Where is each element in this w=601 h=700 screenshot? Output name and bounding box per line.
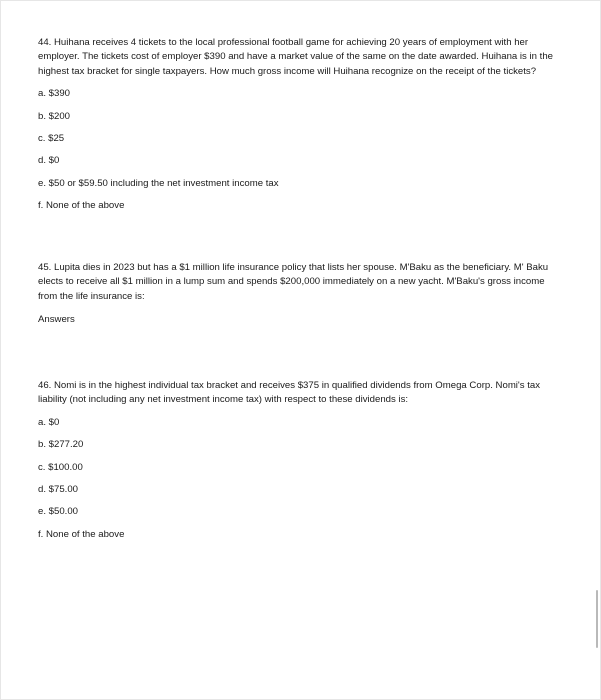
option-e[interactable]: e. $50 or $59.50 including the net investment income tax: [38, 177, 279, 189]
option-f[interactable]: f. None of the above: [38, 528, 125, 540]
question-45-text: 45. Lupita dies in 2023 but has a $1 million life insurance policy that lists her spouse. M'Baku as the beneficiary. M' Baku elects to receive all $1 million in a lump sum and spends $200,000 immediately on a new yacht. M'Baku's gross income from the life insurance is:: [38, 262, 549, 302]
question-44-options: [38, 87, 560, 221]
option-a[interactable]: a. $0: [38, 416, 60, 428]
option-c[interactable]: c. $100.00: [38, 461, 83, 473]
option-f[interactable]: f. None of the above: [38, 200, 125, 212]
option-b[interactable]: b. $200: [38, 110, 71, 122]
question-45: [38, 261, 560, 328]
question-46: [38, 379, 560, 550]
answers-label: Answers: [38, 314, 75, 326]
question-44-text: 44. Huihana receives 4 tickets to the local professional football game for achieving 20 years of employment with her employer. The tickets cost of employer $390 and have a market value of the same on the date awarded. Huihana is in the highest tax bracket for single taxpayers. How much gross income will Huihana recognize on the receipt of the tickets?: [38, 37, 553, 77]
question-46-text: 46. Nomi is in the highest individual tax bracket and receives $375 in qualified dividends from Omega Corp. Nomi's tax liability (not including any net investment income tax) with respect to these dividends is:: [38, 380, 541, 406]
question-46-options: [38, 416, 560, 550]
scrollbar-thumb[interactable]: [596, 590, 598, 648]
option-b[interactable]: b. $277.20: [38, 439, 84, 451]
option-d[interactable]: d. $75.00: [38, 483, 79, 495]
question-44: [38, 36, 560, 222]
option-e[interactable]: e. $50.00: [38, 506, 79, 518]
option-a[interactable]: a. $390: [38, 88, 71, 100]
option-d[interactable]: d. $0: [38, 155, 60, 167]
option-c[interactable]: c. $25: [38, 133, 65, 144]
